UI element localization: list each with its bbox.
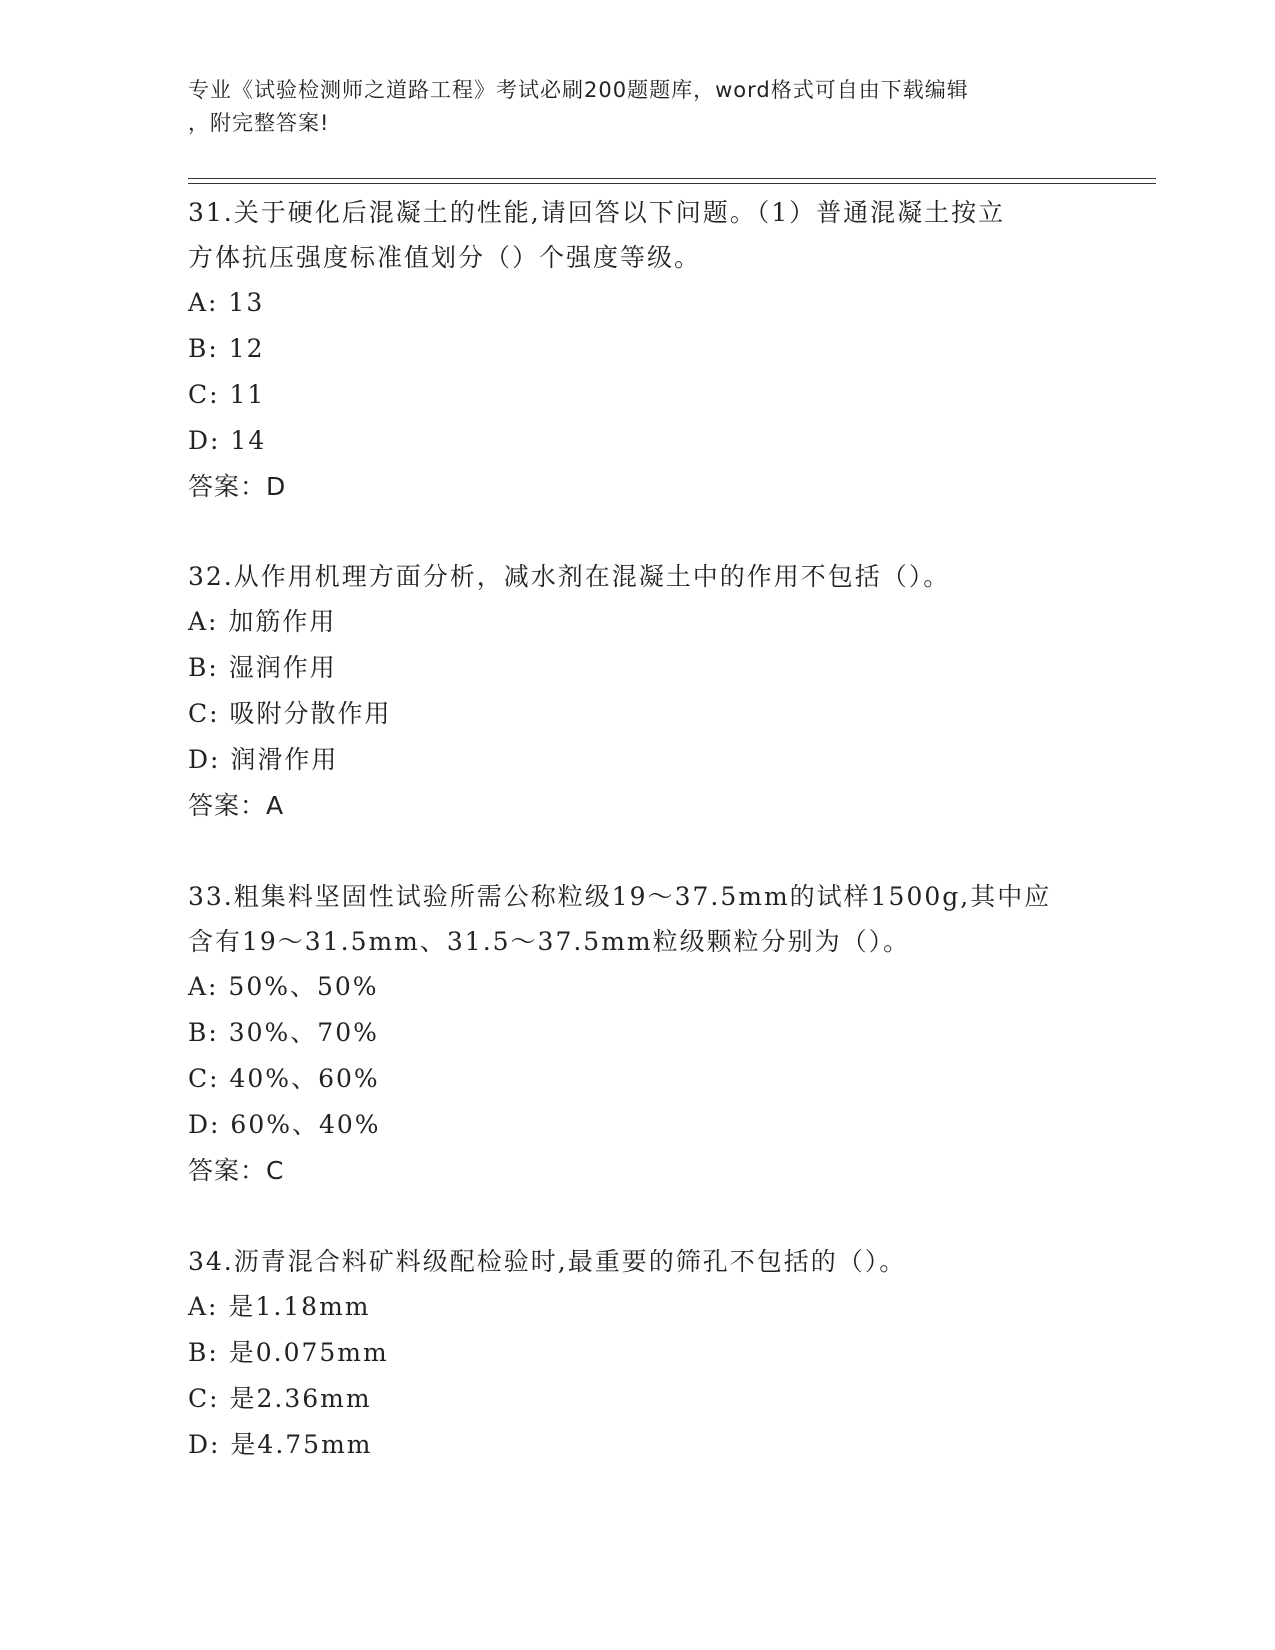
option-b: B: 30%、70%: [188, 1018, 379, 1047]
option-a: A: 是1.18mm: [188, 1292, 371, 1321]
question-stem-line-1: 33.粗集料坚固性试验所需公称粒级19～37.5mm的试样1500g,其中应: [188, 882, 1052, 911]
option-c: C: 吸附分散作用: [188, 699, 392, 728]
answer-line: 答案：D: [188, 472, 287, 501]
option-b: B: 12: [188, 334, 265, 363]
question-32: [188, 554, 1088, 829]
question-33: [188, 874, 1088, 1194]
header-divider-top: [188, 178, 1156, 179]
option-b: B: 湿润作用: [188, 653, 337, 682]
option-c: C: 11: [188, 380, 266, 409]
question-stem-line-1: 34.沥青混合料矿料级配检验时,最重要的筛孔不包括的（）。: [188, 1247, 907, 1276]
question-stem-line-1: 31.关于硬化后混凝土的性能,请回答以下问题。（1）普通混凝土按立: [188, 198, 1006, 227]
option-d: D: 60%、40%: [188, 1110, 381, 1139]
answer-line: 答案：A: [188, 791, 285, 820]
question-stem-line-1: 32.从作用机理方面分析，减水剂在混凝土中的作用不包括（）。: [188, 562, 951, 591]
option-d: D: 润滑作用: [188, 745, 339, 774]
option-a: A: 50%、50%: [188, 972, 379, 1001]
document-header: [188, 74, 1068, 140]
question-31: [188, 190, 1088, 510]
option-d: D: 是4.75mm: [188, 1430, 373, 1459]
option-a: A: 13: [188, 288, 265, 317]
option-c: C: 是2.36mm: [188, 1384, 372, 1413]
question-stem-line-2: 方体抗压强度标准值划分（）个强度等级。: [188, 243, 702, 272]
question-stem-line-2: 含有19～31.5mm、31.5～37.5mm粒级颗粒分别为（）。: [188, 927, 911, 956]
question-34: [188, 1239, 1088, 1468]
option-b: B: 是0.075mm: [188, 1338, 389, 1367]
header-line-2: ，附完整答案!: [188, 111, 330, 135]
answer-line: 答案：C: [188, 1156, 285, 1185]
option-c: C: 40%、60%: [188, 1064, 380, 1093]
option-a: A: 加筋作用: [188, 607, 337, 636]
header-divider-bottom: [188, 183, 1156, 184]
option-d: D: 14: [188, 426, 267, 455]
header-line-1: 专业《试验检测师之道路工程》考试必刷200题题库，word格式可自由下载编辑: [188, 78, 969, 102]
